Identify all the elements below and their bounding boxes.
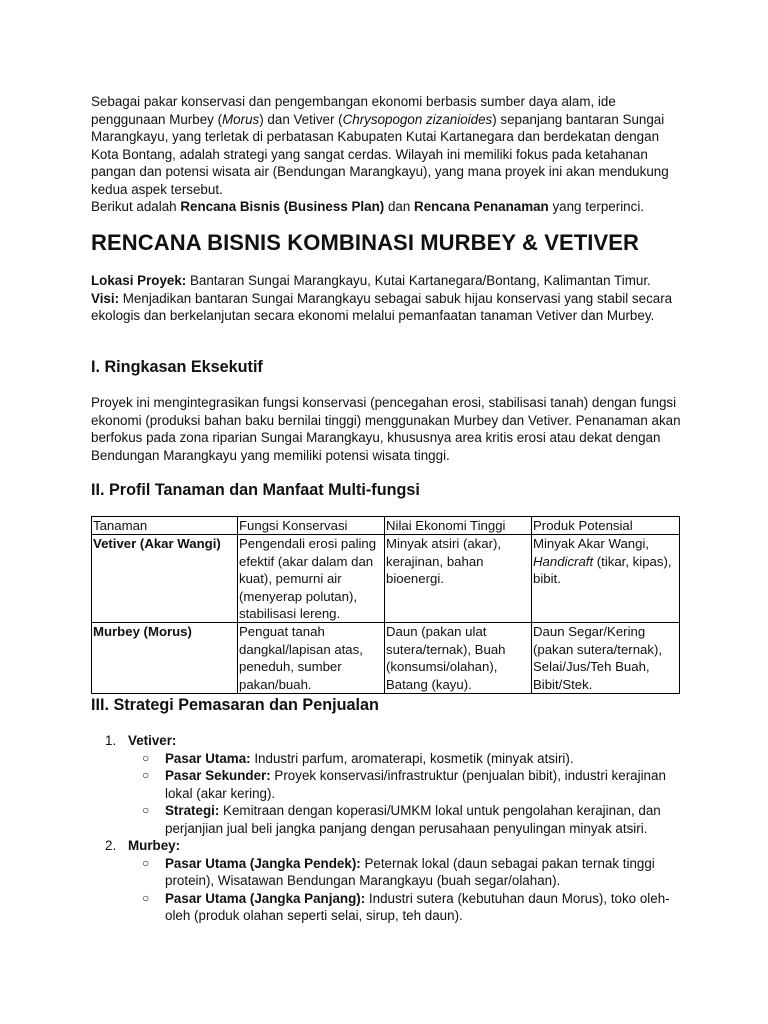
sub-list-item: ○ Strategi: Kemitraan dengan koperasi/UMKM lokal untuk pengolahan kerajinan, dan perjanjian jual beli jangka panjang dengan perusahaan penyulingan minyak atsiri.	[142, 803, 661, 836]
sub-list-item: ○ Pasar Utama (Jangka Panjang): Industri sutera (kebutuhan daun Morus), toko oleh-oleh (produk olahan seperti selai, sirup, teh daun).	[142, 890, 670, 923]
section-heading-pemasaran: III. Strategi Pemasaran dan Penjualan	[91, 696, 379, 714]
section-heading-ringkasan: I. Ringkasan Eksekutif	[91, 358, 263, 376]
cell-produk: Daun Segar/Kering (pakan sutera/ternak), Selai/Jus/Teh Buah, Bibit/Stek.	[532, 623, 680, 694]
section-heading-profil: II. Profil Tanaman dan Manfaat Multi-fungsi	[91, 481, 420, 499]
circle-bullet-icon: ○	[142, 750, 150, 765]
cell-produk: Minyak Akar Wangi, Handicraft (tikar, kipas), bibit.	[532, 535, 680, 623]
ringkasan-body: Proyek ini mengintegrasikan fungsi konservasi (pencegahan erosi, stabilisasi tanah) dengan fungsi ekonomi (produksi bahan baku bernilai tinggi) menggunakan Murbey dan Vetiver. Penanaman akan berfokus pada zona riparian Sungai Marangkayu, khususnya area kritis erosi atau dekat dengan Bendungan Marangkayu yang memiliki potensi wisata tinggi.	[91, 395, 681, 463]
circle-bullet-icon: ○	[142, 768, 150, 782]
circle-bullet-icon: ○	[142, 890, 150, 905]
lokasi-line: Lokasi Proyek: Bantaran Sungai Marangkayu, Kutai Kartanegara/Bontang, Kalimantan Timur.	[91, 273, 651, 288]
pemasaran-list	[91, 732, 681, 925]
header-nilai: Nilai Ekonomi Tinggi	[385, 517, 532, 535]
table-row	[92, 623, 680, 694]
header-tanaman: Tanaman	[92, 517, 238, 535]
profil-table-wrapper	[91, 516, 681, 694]
project-meta	[91, 272, 681, 325]
list-item-murbey: 2. Murbey:	[105, 838, 181, 853]
table-header-row	[92, 517, 680, 535]
chrysopogon-italic: Chrysopogon zizanioides	[342, 111, 493, 127]
circle-bullet-icon: ○	[142, 803, 150, 817]
visi-line: Visi: Menjadikan bantaran Sungai Marangkayu sebagai sabuk hijau konservasi yang stabil secara ekologis dan berkelanjutan secara ekonomi melalui pemanfaatan tanaman Vetiver dan Murbey.	[91, 290, 673, 323]
cell-fungsi: Penguat tanah dangkal/lapisan atas, peneduh, sumber pakan/buah.	[238, 623, 385, 694]
cell-nilai: Daun (pakan ulat sutera/ternak), Buah (konsumsi/olahan), Batang (kayu).	[385, 623, 532, 694]
cell-tanaman: Vetiver (Akar Wangi)	[92, 535, 238, 623]
profil-table	[91, 516, 680, 694]
list-item-vetiver: 1. Vetiver:	[105, 733, 177, 748]
header-fungsi: Fungsi Konservasi	[238, 517, 385, 535]
cell-nilai: Minyak atsiri (akar), kerajinan, bahan bioenergi.	[385, 535, 532, 623]
cell-tanaman: Murbey (Morus)	[92, 623, 238, 694]
intro-section	[91, 93, 681, 216]
document-title: RENCANA BISNIS KOMBINASI MURBEY & VETIVER	[91, 230, 640, 255]
morus-italic: Morus	[222, 111, 260, 127]
sub-list-item: ○ Pasar Utama: Industri parfum, aromaterapi, kosmetik (minyak atsiri).	[142, 750, 574, 766]
intro-followup: Berikut adalah Rencana Bisnis (Business Plan) dan Rencana Penanaman yang terperinci.	[91, 199, 645, 214]
header-produk: Produk Potensial	[532, 517, 680, 535]
circle-bullet-icon: ○	[142, 855, 150, 870]
sub-list-item: ○ Pasar Sekunder: Proyek konservasi/infrastruktur (penjualan bibit), industri kerajinan lokal (akar kering).	[142, 768, 666, 801]
cell-fungsi: Pengendali erosi paling efektif (akar dalam dan kuat), pemurni air (menyerap polutan), stabilisasi lereng.	[238, 535, 385, 623]
sub-list-item: ○ Pasar Utama (Jangka Pendek): Peternak lokal (daun sebagai pakan ternak tinggi protein), Wisatawan Bendungan Marangkayu (buah segar/olahan).	[142, 855, 655, 888]
table-row	[92, 535, 680, 623]
intro-paragraph: Sebagai pakar konservasi dan pengembangan ekonomi berbasis sumber daya alam, ide penggunaan Murbey (Morus) dan Vetiver (Chrysopogon zizanioides) sepanjang bantaran Sungai Marangkayu, yang terletak di perbatasan Kabupaten Kutai Kartanegara dan berdekatan dengan Kota Bontang, adalah strategi yang sangat cerdas. Wilayah ini memiliki fokus pada ketahanan pangan dan potensi wisata air (Bendungan Marangkayu), yang mana proyek ini akan mendukung kedua aspek tersebut.	[91, 94, 669, 197]
